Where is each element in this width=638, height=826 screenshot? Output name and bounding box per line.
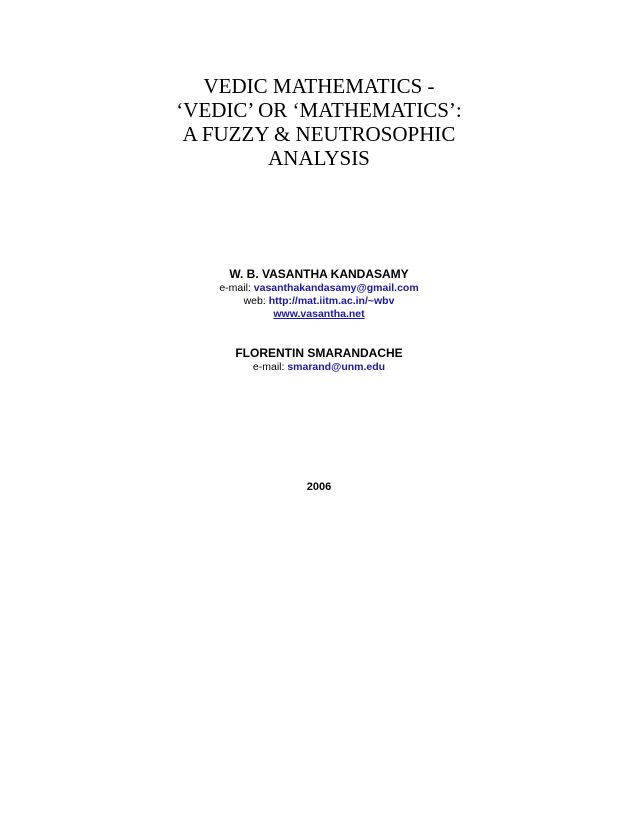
author-1-email[interactable]: vasanthakandasamy@gmail.com bbox=[253, 282, 419, 294]
author-1-web-label: web: bbox=[243, 295, 266, 307]
author-1-web2-link[interactable]: www.vasantha.net bbox=[273, 308, 365, 320]
author-1-email-label: e-mail: bbox=[219, 282, 251, 294]
title-line-4: ANALYSIS bbox=[268, 146, 370, 170]
author-2-email[interactable]: smarand@unm.edu bbox=[287, 361, 386, 373]
document-title bbox=[0, 74, 638, 170]
author-1-block bbox=[0, 267, 638, 321]
author-2-email-label: e-mail: bbox=[252, 361, 285, 373]
author-1-name: W. B. VASANTHA KANDASAMY bbox=[229, 267, 409, 281]
publication-year: 2006 bbox=[306, 481, 332, 493]
author-1-email-line bbox=[0, 282, 638, 295]
author-2-email-line bbox=[0, 361, 638, 374]
title-line-2: ‘VEDIC’ OR ‘MATHEMATICS’: bbox=[176, 98, 462, 122]
author-2-name: FLORENTIN SMARANDACHE bbox=[235, 346, 403, 360]
title-line-3: A FUZZY & NEUTROSOPHIC bbox=[182, 122, 456, 146]
author-1-web-link[interactable]: http://mat.iitm.ac.in/~wbv bbox=[268, 295, 395, 307]
title-line-1: VEDIC MATHEMATICS - bbox=[203, 74, 435, 98]
author-1-web-line bbox=[0, 295, 638, 308]
author-1-web2-line bbox=[0, 308, 638, 321]
author-2-block bbox=[0, 346, 638, 374]
